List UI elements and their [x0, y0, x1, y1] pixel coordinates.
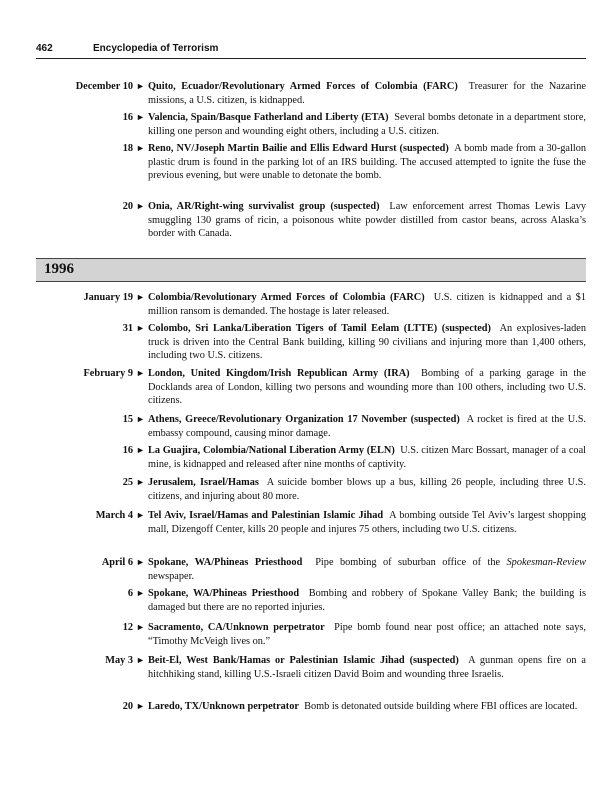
chronology-entry — [36, 444, 586, 471]
arrow-marker-icon: ► — [136, 655, 145, 665]
entry-date: 16 — [122, 112, 133, 123]
arrow-marker-icon: ► — [136, 201, 145, 211]
entry-date: 20 — [122, 701, 133, 712]
entry-date: 15 — [122, 414, 133, 425]
entry-date: January 19 — [83, 292, 133, 303]
entry-location-group: La Guajira, Colombia/National Liberation Army (ELN) — [148, 445, 395, 456]
entry-location-group: Laredo, TX/Unknown perpetrator — [148, 701, 299, 712]
entry-description: Several bombs detonate in a department store, killing one person and wounding eight others, including a U.S. citizen. — [148, 112, 586, 137]
page-number: 462 — [36, 43, 53, 54]
entry-description: A suicide bomber blows up a bus, killing 26 people, including three U.S. citizens, and injuring about 80 more. — [148, 477, 586, 502]
entry-location-group: Colombia/Revolutionary Armed Forces of Colombia (FARC) — [148, 292, 425, 303]
entry-description: U.S. citizen is kidnapped and a $1 million ransom is demanded. The hostage is later released. — [148, 292, 586, 317]
entry-date: February 9 — [83, 368, 133, 379]
entry-location-group: Tel Aviv, Israel/Hamas and Palestinian Islamic Jihad — [148, 510, 384, 521]
entry-date: March 4 — [95, 510, 133, 521]
arrow-marker-icon: ► — [136, 701, 145, 711]
chronology-entry — [36, 413, 586, 440]
running-header — [36, 41, 584, 57]
entry-location-group: Reno, NV/Joseph Martin Bailie and Ellis Edward Hurst (suspected) — [148, 143, 449, 154]
chronology-entry — [36, 556, 586, 583]
chronology-entry — [36, 587, 586, 614]
entry-date: 25 — [122, 477, 133, 488]
chronology-entry — [36, 509, 586, 536]
arrow-marker-icon: ► — [136, 557, 145, 567]
entry-date: 12 — [122, 622, 133, 633]
entry-location-group: Spokane, WA/Phineas Priesthood — [148, 588, 300, 599]
arrow-marker-icon: ► — [136, 323, 145, 333]
entry-description: A rocket is fired at the U.S. embassy compound, causing minor damage. — [148, 414, 586, 439]
year-label: 1996 — [44, 261, 74, 277]
entry-description: Bombing of a parking garage in the Docklands area of London, killing two persons and wounding more than 100 others, including two U.S. citizens. — [148, 368, 587, 406]
arrow-marker-icon: ► — [136, 368, 145, 378]
entry-location-group: Beit-El, West Bank/Hamas or Palestinian Islamic Jihad (suspected) — [148, 655, 459, 666]
entry-description: Pipe bomb found near post office; an attached note says, “Timothy McVeigh lives on.” — [148, 622, 586, 647]
running-title: Encyclopedia of Terrorism — [93, 43, 219, 54]
chronology-entry — [36, 80, 586, 107]
entry-date: April 6 — [101, 557, 133, 568]
entry-location-group: Valencia, Spain/Basque Fatherland and Liberty (ETA) — [148, 112, 389, 123]
entry-description: A gunman opens fire on a hitchhiking stand, killing U.S.-Israeli citizen David Boim and wounding three Israelis. — [148, 655, 586, 680]
entry-location-group: Sacramento, CA/Unknown perpetrator — [148, 622, 325, 633]
entry-description: Bombing and robbery of Spokane Valley Bank; the building is damaged but there are no reported injuries. — [148, 588, 586, 613]
chronology-entry — [36, 367, 586, 408]
header-rule — [36, 58, 586, 59]
entry-location-group: Quito, Ecuador/Revolutionary Armed Forces of Colombia (FARC) — [148, 81, 458, 92]
arrow-marker-icon: ► — [136, 112, 145, 122]
entry-description: Bomb is detonated outside building where FBI offices are located. — [304, 701, 578, 712]
entry-location-group: Jerusalem, Israel/Hamas — [148, 477, 259, 488]
entry-date: 16 — [122, 445, 133, 456]
arrow-marker-icon: ► — [136, 445, 145, 455]
entry-description: Treasurer for the Nazarine missions, a U.S. citizen, is kidnapped. — [148, 81, 587, 106]
arrow-marker-icon: ► — [136, 81, 145, 91]
arrow-marker-icon: ► — [136, 143, 145, 153]
entry-description: A bombing outside Tel Aviv’s largest shopping mall, Dizengoff Center, kills 20 people and injures 75 others, including two U.S. citizens. — [148, 510, 586, 535]
entry-location-group: Onia, AR/Right-wing survivalist group (suspected) — [148, 201, 380, 212]
chronology-entry — [36, 111, 586, 138]
arrow-marker-icon: ► — [136, 588, 145, 598]
chronology-entry — [36, 476, 586, 503]
arrow-marker-icon: ► — [136, 414, 145, 424]
chronology-entry — [36, 700, 586, 714]
entry-location-group: Athens, Greece/Revolutionary Organization 17 November (suspected) — [148, 414, 460, 425]
entry-description: Pipe bombing of suburban office of the — [315, 557, 501, 568]
entry-date: May 3 — [105, 655, 133, 666]
arrow-marker-icon: ► — [136, 622, 145, 632]
chronology-entry — [36, 291, 586, 318]
entry-description-end: newspaper. — [148, 570, 195, 582]
year-section-header — [36, 258, 586, 282]
entry-publication-title: Spokesman-Review — [506, 557, 587, 568]
entry-location-group: Colombo, Sri Lanka/Liberation Tigers of Tamil Eelam (LTTE) (suspected) — [148, 323, 491, 334]
entry-location-group: London, United Kingdom/Irish Republican Army (IRA) — [148, 368, 410, 379]
entry-date: 18 — [122, 143, 133, 154]
chronology-entry — [36, 621, 586, 648]
chronology-entry — [36, 322, 586, 363]
entry-description: U.S. citizen Marc Bossart, manager of a coal mine, is kidnapped and released after nine months of captivity. — [148, 445, 586, 470]
entry-date: December 10 — [75, 81, 133, 92]
entry-description: A bomb made from a 30-gallon plastic drum is found in the parking lot of an IRS building. The accused attempted to ignite the fuse the previous evening, but were unable to detonate the bomb. — [148, 143, 586, 181]
entry-description: Law enforcement arrest Thomas Lewis Lavy smuggling 130 grams of ricin, a poisonous white powder distilled from castor beans, across Alaska’s border with Canada. — [148, 201, 587, 239]
chronology-entry — [36, 654, 586, 681]
chronology-entry — [36, 200, 586, 241]
arrow-marker-icon: ► — [136, 292, 145, 302]
chronology-entry — [36, 142, 586, 183]
arrow-marker-icon: ► — [136, 510, 145, 520]
arrow-marker-icon: ► — [136, 477, 145, 487]
entry-date: 6 — [127, 588, 133, 599]
entry-location-group: Spokane, WA/Phineas Priesthood — [148, 557, 303, 568]
entry-date: 20 — [122, 201, 133, 212]
entry-date: 31 — [122, 323, 133, 334]
entry-description: An explosives-laden truck is driven into the Central Bank building, killing 90 civilians and injuring more than 1,400 others, including two U.S. citizens. — [148, 323, 586, 361]
